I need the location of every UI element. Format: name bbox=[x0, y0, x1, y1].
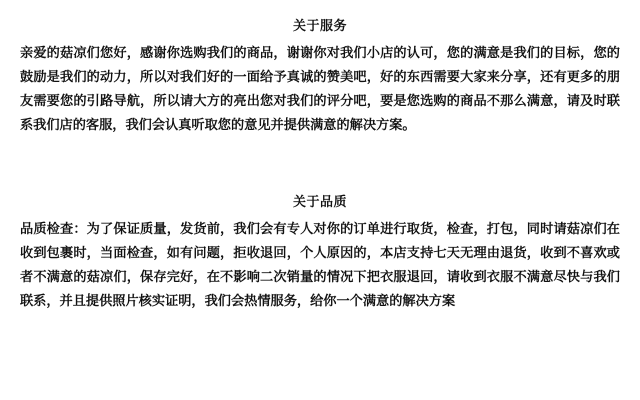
service-section bbox=[20, 18, 620, 138]
service-paragraph: 亲爱的菇凉们您好，感谢你选购我们的商品，谢谢你对我们小店的认可，您的满意是我们的目标，您的鼓励是我们的动力，所以对我们好的一面给予真诚的赞美吧，好的东西需要大家来分享，还有更多的朋友需要您的引路导航，所以请大方的亮出您对我们的评分吧，要是您选购的商品不那么满意，请及时联系我们店的客服，我们会认真听取您的意见并提供满意的解决方案。 bbox=[20, 46, 620, 133]
quality-section bbox=[20, 194, 620, 314]
quality-paragraph: 品质检查：为了保证质量，发货前，我们会有专人对你的订单进行取货，检查，打包，同时请菇凉们在收到包裹时，当面检查，如有问题，拒收退回，个人原因的，本店支持七天无理由退货，收到不喜欢或者不满意的菇凉们，保存完好，在不影响二次销量的情况下把衣服退回，请收到衣服不满意尽快与我们联系，并且提供照片核实证明，我们会热情服务，给你一个满意的解决方案 bbox=[20, 222, 620, 309]
service-heading: 关于服务 bbox=[292, 19, 347, 34]
quality-heading: 关于品质 bbox=[292, 195, 347, 210]
